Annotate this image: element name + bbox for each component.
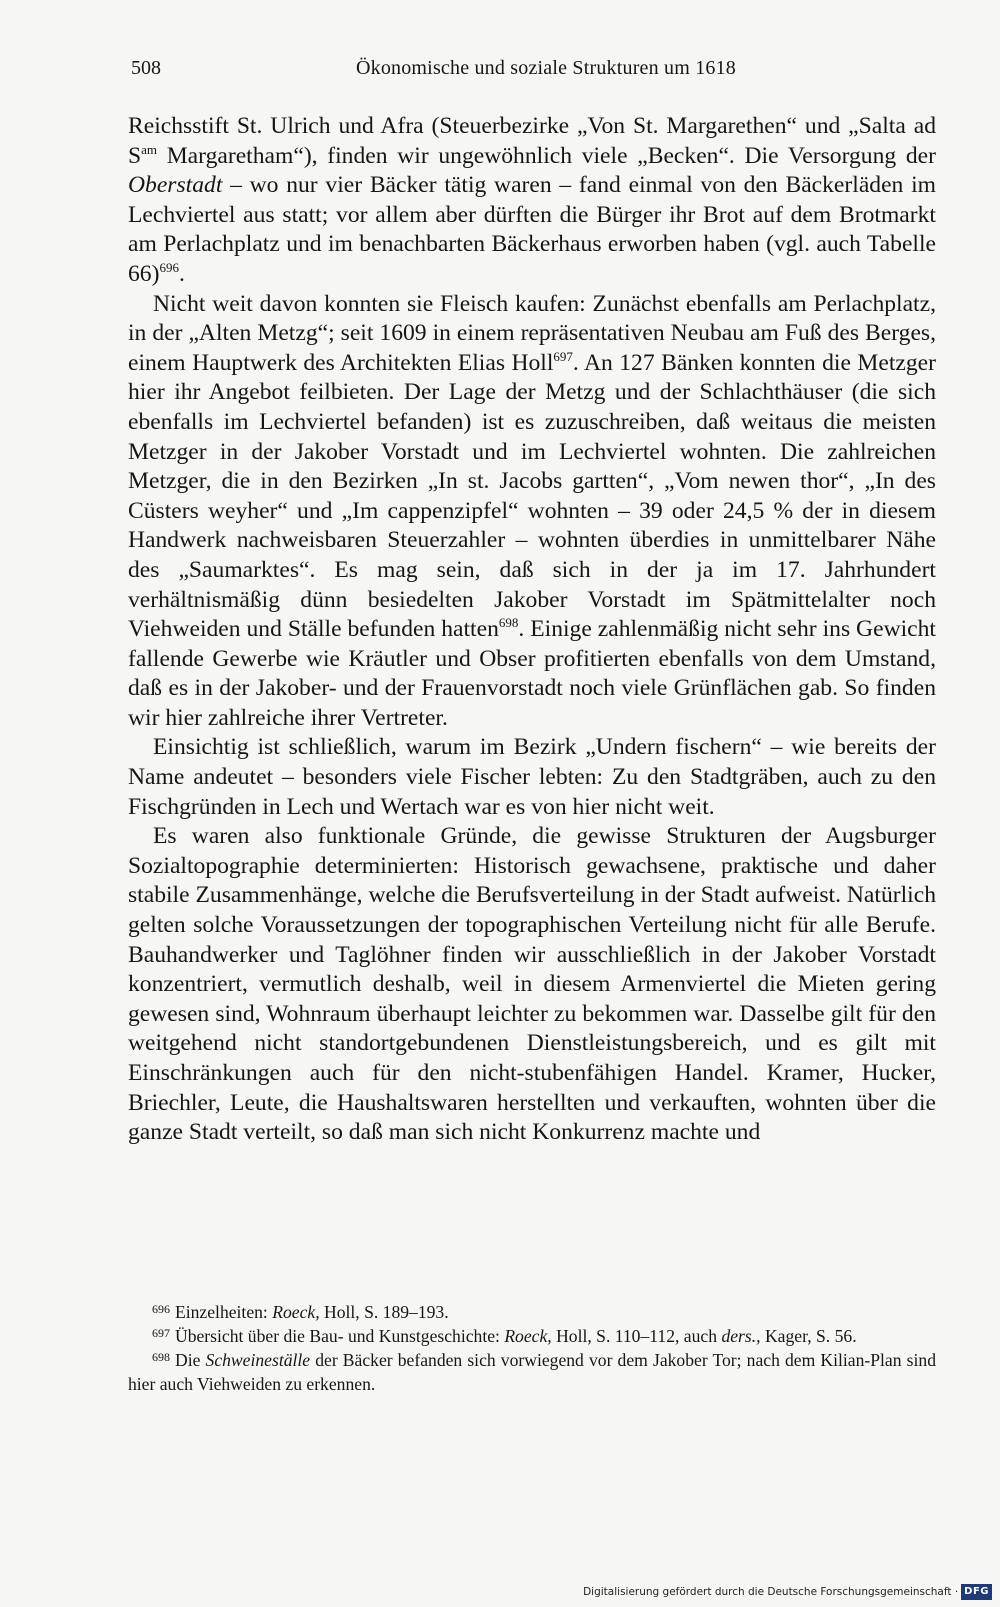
digitization-footer <box>583 1584 992 1600</box>
paragraph-3: Einsichtig ist schließlich, warum im Bezirk „Undern fischern“ – wie bereits der Name andeutet – besonders viele Fischer lebten: Zu den Stadtgräben, auch zu den Fischgründen in Lech und Wertach war es von hier nicht weit. <box>128 734 936 820</box>
page-number: 508 <box>131 57 161 79</box>
dfg-logo: DFG <box>961 1584 992 1600</box>
running-title: Ökonomische und soziale Strukturen um 1618 <box>355 57 736 79</box>
paragraph-1: Reichsstift St. Ulrich und Afra (Steuerbezirke „Von St. Margarethen“ und „Salta ad $S^{am}$ Margaretham“), finden wir ungewöhnlich viele „Becken“. Die Versorgung der Oberstadt – wo nur vier Bäcker tätig waren – fand einmal von den Bäckerläden im Lechviertel aus statt; vor allem aber dürften die Bürger ihr Brot auf dem Brotmarkt am Perlachplatz und im benachbarten Bäckerhaus erworben haben (vgl. auch Tabelle 66)$^{696}$. <box>128 113 936 287</box>
footnote-ref-697[interactable]: 697 <box>553 348 573 364</box>
paragraph-4: Es waren also funktionale Gründe, die gewisse Strukturen der Augsburger Sozialtopographie determinierten: Historisch gewachsene, praktische und daher stabile Zusammenhänge, welche die Berufsverteilung in der Stadt aufweist. Natürlich gelten solche Voraussetzungen der topographischen Verteilung nicht für alle Berufe. Bauhandwerker und Taglöhner finden wir ausschließlich in der Jakober Vorstadt konzentriert, vermutlich deshalb, weil in diesem Armenviertel die Mieten gering gewesen sind, Wohnraum überhaupt leichter zu bekommen war. Dasselbe gilt für den weitgehend nicht standortgebundenen Dienstleistungsbereich, und es gilt mit Einschränkungen auch für den nicht-stubenfähigen Handel. Kramer, Hucker, Briechler, Leute, die Haushaltswaren herstellten und verkauften, wohnten über die ganze Stadt verteilt, so daß man sich nicht Konkurrenz machte und <box>128 823 936 1146</box>
funding-note: Digitalisierung gefördert durch die Deutsche Forschungsgemeinschaft · <box>583 1586 959 1598</box>
footnote-696: $^{696}$ Einzelheiten: Roeck, Holl, S. 189–193. <box>152 1302 449 1322</box>
italic-term: Oberstadt <box>128 172 223 199</box>
footnote-number: 698 <box>152 1350 170 1364</box>
body-text <box>128 112 936 1148</box>
footnote-number: 696 <box>152 1302 170 1316</box>
superscript-am: am <box>141 141 158 157</box>
paragraph-2: Nicht weit davon konnten sie Fleisch kaufen: Zunächst ebenfalls am Perlachplatz, in der „Alten Metzg“; seit 1609 in einem repräsentativen Neubau am Fuß des Berges, einem Hauptwerk des Architekten Elias Holl$^{697}$. An 127 Bänken konnten die Metzger hier ihr Angebot feilbieten. Der Lage der Metzg und der Schlachthäuser (die sich ebenfalls im Lechviertel befanden) ist es zuzuschreiben, daß weitaus die meisten Metzger in der Jakober Vorstadt und im Lechviertel wohnten. Die zahlreichen Metzger, die in den Bezirken „In st. Jacobs gartten“, „Vom newen thor“, „In des Cüsters weyher“ und „Im cappenzipfel“ wohnten – 39 oder 24,5 % der in diesem Handwerk nachweisbaren Steuerzahler – wohnten überdies in unmittelbarer Nähe des „Saumarktes“. Es mag sein, daß sich in der ja im 17. Jahrhundert verhältnismäßig dünn besiedelten Jakober Vorstadt im Spätmittelalter noch Viehweiden und Ställe befunden hatten$^{698}$. Einige zahlenmäßig nicht sehr ins Gewicht fallende Gewerbe wie Kräutler und Obser profitierten ebenfalls von dem Umstand, daß es in der Jakober- und der Frauenvorstadt noch viele Grünflächen gab. So finden wir hier zahlreiche ihrer Vertreter. <box>128 290 936 731</box>
footnote-ref-696[interactable]: 696 <box>159 259 179 275</box>
footnote-698: $^{698}$ Die Schweineställe der Bäcker befanden sich vorwiegend vor dem Jakober Tor; nach dem Kilian-Plan sind hier auch Viehweiden zu erkennen. <box>128 1350 936 1394</box>
footnote-ref-698[interactable]: 698 <box>498 615 519 631</box>
footnote-697: $^{697}$ Übersicht über die Bau- und Kunstgeschichte: Roeck, Holl, S. 110–112, auch ders., Kager, S. 56. <box>152 1326 857 1346</box>
footnote-number: 697 <box>152 1326 170 1340</box>
footnotes <box>128 1300 936 1396</box>
